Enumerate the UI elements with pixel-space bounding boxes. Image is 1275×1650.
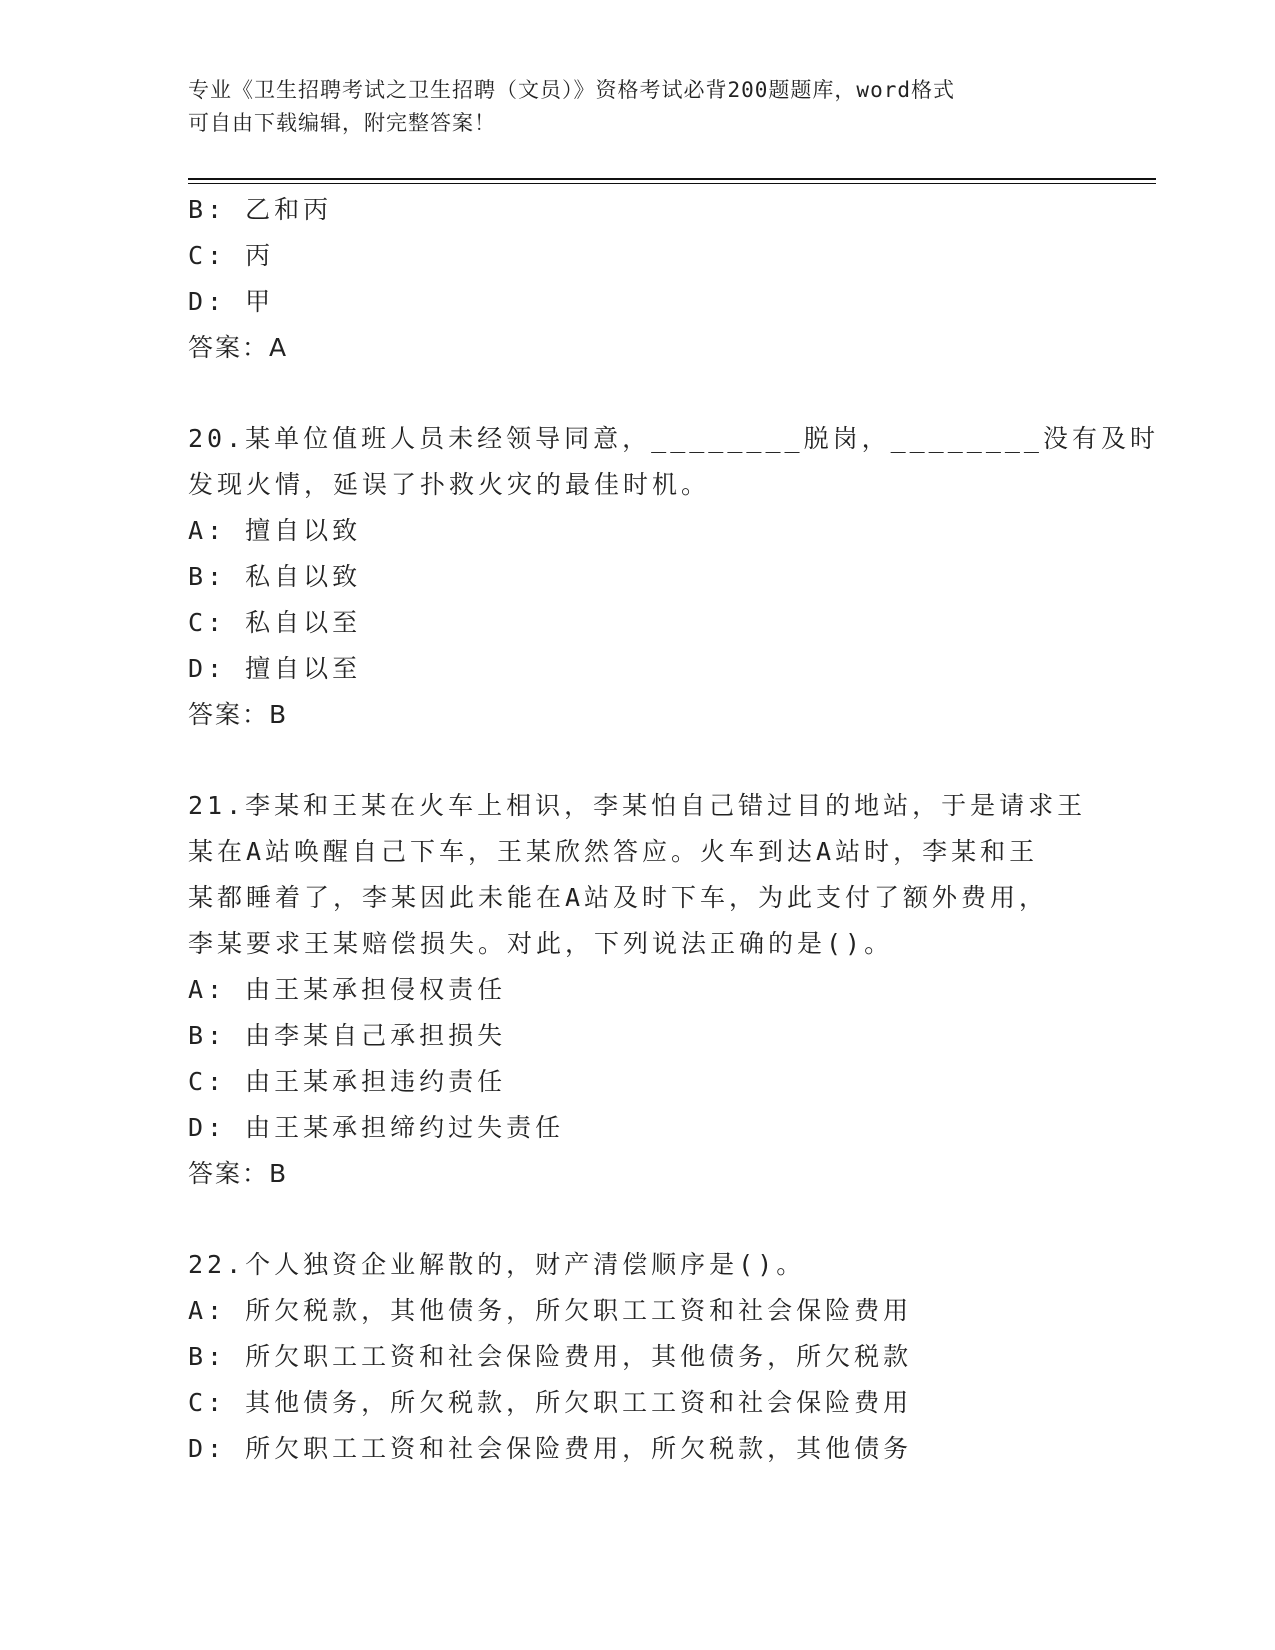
option-b: B: 私自以致: [188, 562, 362, 591]
document-header: [188, 74, 1068, 140]
spacer: [188, 1197, 1088, 1242]
question-stem-line: 某在A站唤醒自己下车，王某欣然答应。火车到达A站时，李某和王: [188, 837, 1039, 866]
header-line-2: 可自由下载编辑，附完整答案！: [188, 111, 496, 135]
option-b: B: 乙和丙: [188, 195, 333, 224]
answer-line: 答案：A: [188, 333, 289, 362]
spacer: [188, 738, 1088, 783]
option-c: C: 丙: [188, 241, 275, 270]
spacer: [188, 371, 1088, 416]
option-a: A: 擅自以致: [188, 516, 362, 545]
option-c: C: 其他债务，所欠税款，所欠职工工资和社会保险费用: [188, 1388, 913, 1417]
question-stem-line: 发现火情，延误了扑救火灾的最佳时机。: [188, 470, 711, 499]
option-b: B: 所欠职工工资和社会保险费用，其他债务，所欠税款: [188, 1342, 913, 1371]
question-stem-line: 21.李某和王某在火车上相识，李某怕自己错过目的地站，于是请求王: [188, 791, 1087, 820]
header-divider-thin: [188, 183, 1156, 184]
answer-line: 答案：B: [188, 1159, 289, 1188]
question-stem-line: 李某要求王某赔偿损失。对此，下列说法正确的是()。: [188, 929, 894, 958]
question-list: [188, 187, 1159, 1472]
question-22: [188, 1242, 1088, 1472]
question-stem-line: 22.个人独资企业解散的，财产清偿顺序是()。: [188, 1250, 806, 1279]
option-d: D: 所欠职工工资和社会保险费用，所欠税款，其他债务: [188, 1434, 913, 1463]
option-d: D: 甲: [188, 287, 275, 316]
question-stem-line: 20.某单位值班人员未经领导同意，________脱岗，________没有及时: [188, 424, 1159, 453]
question-21: [188, 783, 1088, 1197]
option-b: B: 由李某自己承担损失: [188, 1021, 507, 1050]
option-d: D: 擅自以至: [188, 654, 362, 683]
question-20: [188, 416, 1159, 738]
option-c: C: 由王某承担违约责任: [188, 1067, 507, 1096]
header-divider-thick: [188, 178, 1156, 180]
question-19-tail: [188, 187, 1088, 371]
answer-line: 答案：B: [188, 700, 289, 729]
option-a: A: 所欠税款，其他债务，所欠职工工资和社会保险费用: [188, 1296, 913, 1325]
option-d: D: 由王某承担缔约过失责任: [188, 1113, 565, 1142]
header-line-1: 专业《卫生招聘考试之卫生招聘（文员）》资格考试必背200题题库，word格式: [188, 78, 955, 102]
option-a: A: 由王某承担侵权责任: [188, 975, 507, 1004]
option-c: C: 私自以至: [188, 608, 362, 637]
question-stem-line: 某都睡着了，李某因此未能在A站及时下车，为此支付了额外费用，: [188, 883, 1049, 912]
